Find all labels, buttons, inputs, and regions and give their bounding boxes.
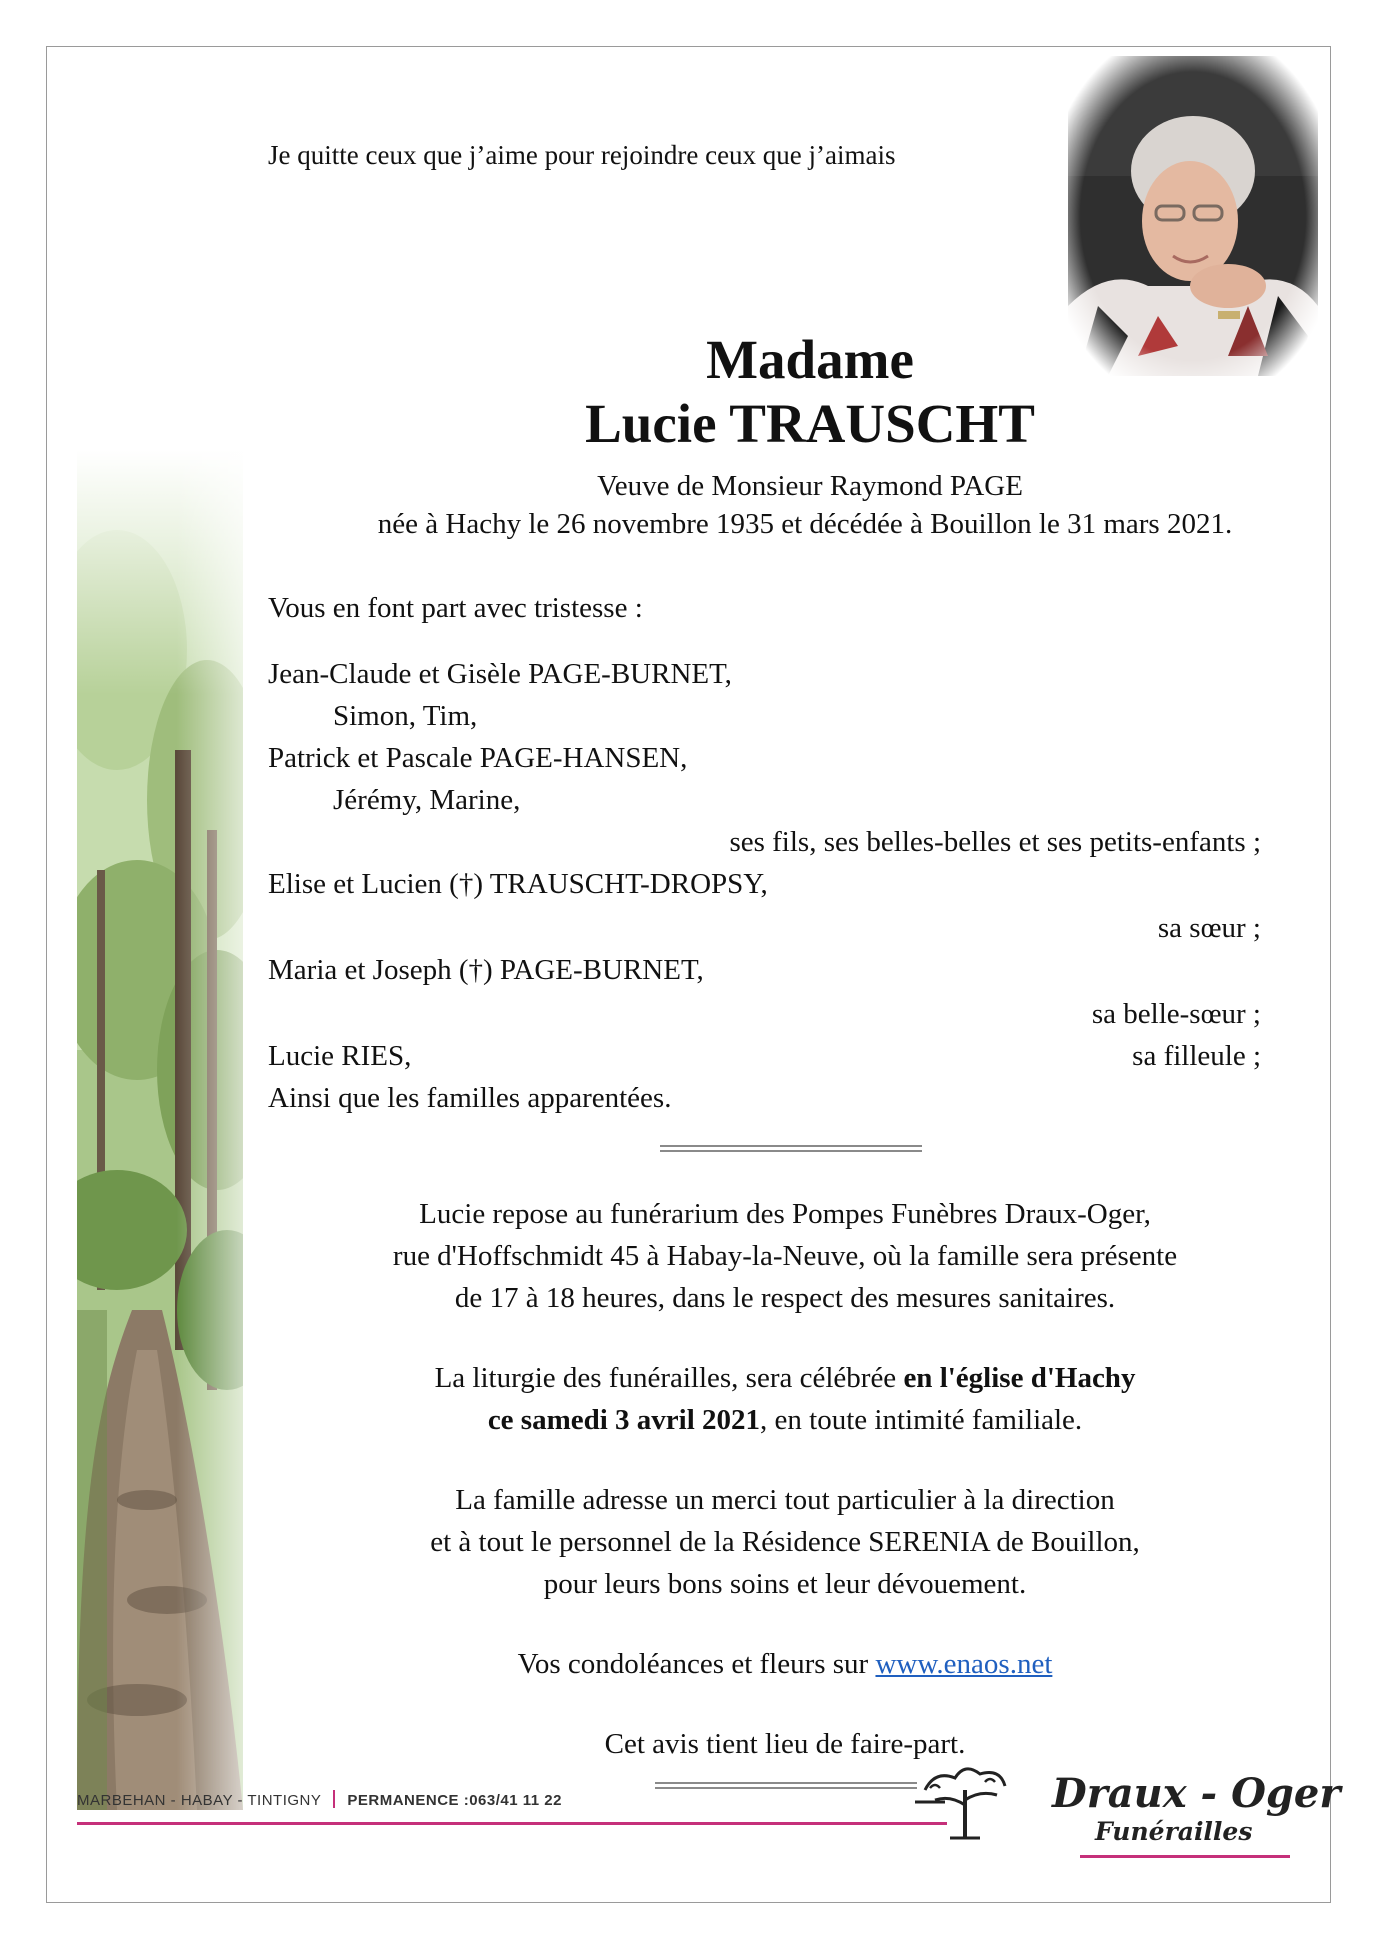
family-others: Ainsi que les familles apparentées.: [268, 1082, 672, 1114]
funerarium-line-1: Lucie repose au funérarium des Pompes Funèbres Draux-Oger,: [419, 1198, 1151, 1230]
honorific-title: Madame: [706, 329, 914, 390]
footer-locations: MARBEHAN - HABAY - TINTIGNY: [77, 1792, 322, 1809]
tree-logo-icon: [905, 1760, 1025, 1840]
relation-goddaughter: sa filleule ;: [1132, 1040, 1261, 1072]
family-grandchildren-2: Jérémy, Marine,: [333, 784, 521, 816]
family-grandchildren-1: Simon, Tim,: [333, 700, 478, 732]
footer-permanence-label: PERMANENCE :: [347, 1792, 470, 1809]
birth-death-dates: née à Hachy le 26 novembre 1935 et décédée à Bouillon le 31 mars 2021.: [377, 508, 1233, 540]
forest-path-image: [77, 450, 243, 1810]
thanks-line-2: et à tout le personnel de la Résidence SERENIA de Bouillon,: [430, 1526, 1140, 1558]
family-sister-in-law: Maria et Joseph (†) PAGE-BURNET,: [268, 954, 704, 986]
family-son-1: Jean-Claude et Gisèle PAGE-BURNET,: [268, 658, 732, 690]
church-name: en l'église d'Hachy: [903, 1362, 1136, 1394]
divider-1: [660, 1145, 922, 1152]
divider-2: [655, 1782, 917, 1789]
footer-permanence-phone: 063/41 11 22: [469, 1792, 562, 1809]
footer-separator: [333, 1790, 335, 1808]
footer-accent-line-right: [1080, 1855, 1290, 1858]
announcement-intro: Vous en font part avec tristesse :: [268, 592, 643, 624]
condolences-line: Vos condoléances et fleurs sur www.enaos.net: [517, 1648, 1053, 1680]
funerarium-line-2: rue d'Hoffschmidt 45 à Habay-la-Neuve, où la famille sera présente: [392, 1240, 1178, 1272]
liturgy-line-1: La liturgie des funérailles, sera célébrée en l'église d'Hachy: [434, 1362, 1136, 1394]
family-sister: Elise et Lucien (†) TRAUSCHT-DROPSY,: [268, 868, 768, 900]
epitaph-quote: Je quitte ceux que j’aime pour rejoindre ceux que j’aimais: [268, 140, 896, 170]
footer-info: [77, 1790, 562, 1809]
brand-subtitle: Funérailles: [1095, 1817, 1253, 1846]
relation-children: ses fils, ses belles-belles et ses petits-enfants ;: [729, 826, 1261, 858]
liturgy-line-2: ce samedi 3 avril 2021, en toute intimité familiale.: [487, 1404, 1083, 1436]
funerarium-line-3: de 17 à 18 heures, dans le respect des mesures sanitaires.: [454, 1282, 1116, 1314]
thanks-line-1: La famille adresse un merci tout particulier à la direction: [455, 1484, 1115, 1516]
footer-accent-line: [77, 1822, 947, 1825]
relation-sister: sa sœur ;: [1157, 912, 1261, 944]
notice-line: Cet avis tient lieu de faire-part.: [604, 1728, 966, 1760]
deceased-name: Lucie TRAUSCHT: [585, 393, 1035, 454]
thanks-line-3: pour leurs bons soins et leur dévouement.: [543, 1568, 1027, 1600]
widow-of-line: Veuve de Monsieur Raymond PAGE: [597, 470, 1023, 502]
condolences-link[interactable]: www.enaos.net: [875, 1648, 1053, 1680]
ceremony-date: ce samedi 3 avril 2021: [487, 1404, 761, 1436]
relation-sister-in-law: sa belle-sœur ;: [1091, 998, 1261, 1030]
family-goddaughter: Lucie RIES,: [268, 1040, 412, 1072]
family-son-2: Patrick et Pascale PAGE-HANSEN,: [268, 742, 688, 774]
brand-name: Draux - Oger: [1052, 1770, 1341, 1817]
